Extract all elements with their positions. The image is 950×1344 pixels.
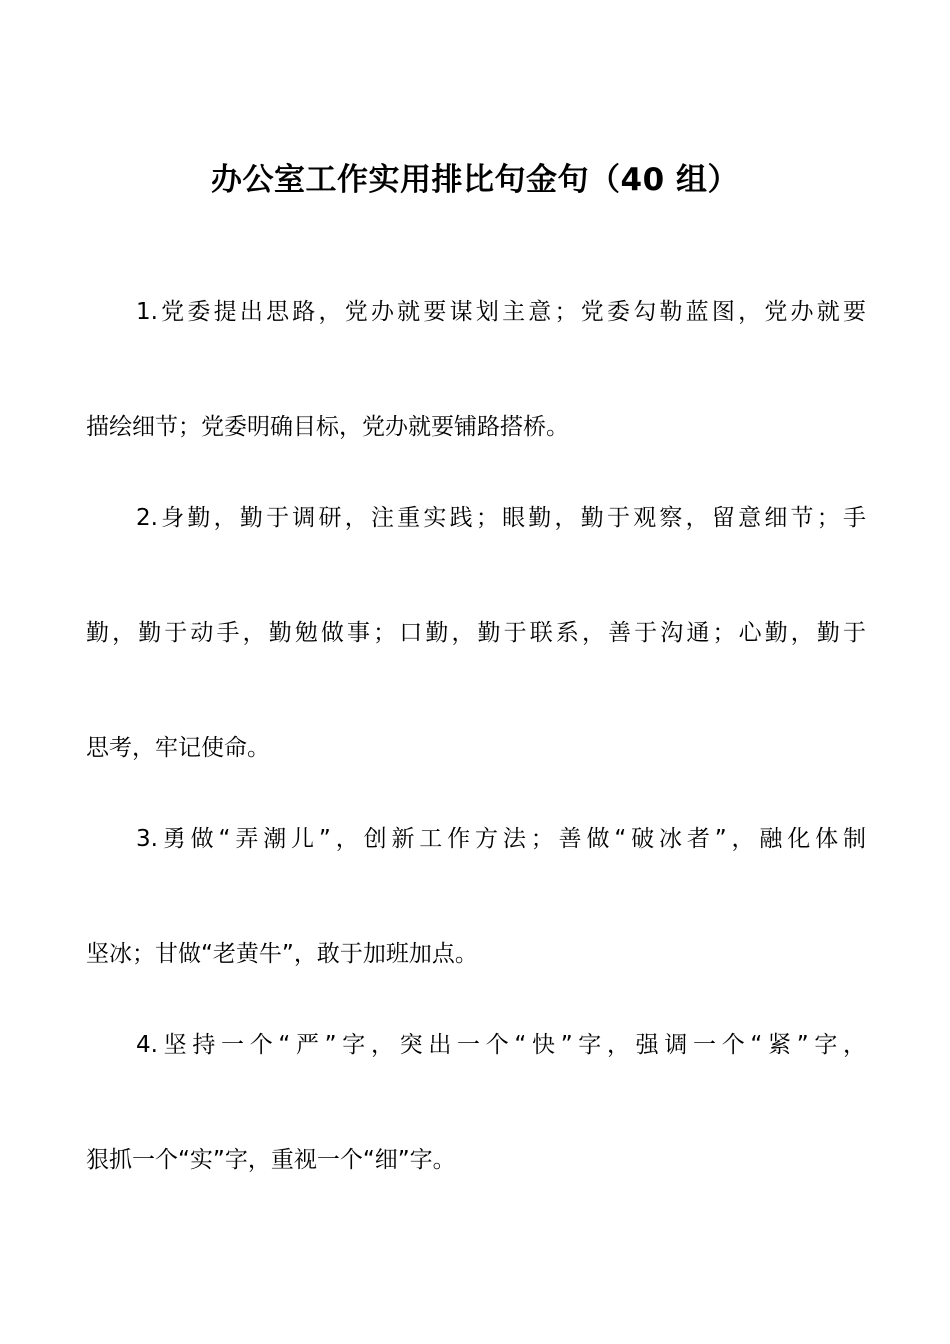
paragraph-2-line-3: 思考，牢记使命。 xyxy=(86,735,270,761)
paragraph-4-line-1: 4.坚持一个“严”字，突出一个“快”字，强调一个“紧”字， xyxy=(136,1032,866,1058)
paragraph-2-line-2: 勤，勤于动手，勤勉做事；口勤，勤于联系，善于沟通；心勤，勤于 xyxy=(86,620,866,646)
paragraph-3-line-2: 坚冰；甘做“老黄牛”，敢于加班加点。 xyxy=(86,941,478,967)
document-title: 办公室工作实用排比句金句（40 组） xyxy=(211,162,739,198)
paragraph-3-line-1: 3.勇做“弄潮儿”，创新工作方法；善做“破冰者”，融化体制 xyxy=(136,826,866,852)
paragraph-4-line-2: 狠抓一个“实”字，重视一个“细”字。 xyxy=(86,1147,456,1173)
paragraph-1-line-2: 描绘细节；党委明确目标，党办就要铺路搭桥。 xyxy=(86,414,569,440)
paragraph-2-line-1: 2.身勤，勤于调研，注重实践；眼勤，勤于观察，留意细节；手 xyxy=(136,505,866,531)
paragraph-1-line-1: 1.党委提出思路，党办就要谋划主意；党委勾勒蓝图，党办就要 xyxy=(136,299,866,325)
